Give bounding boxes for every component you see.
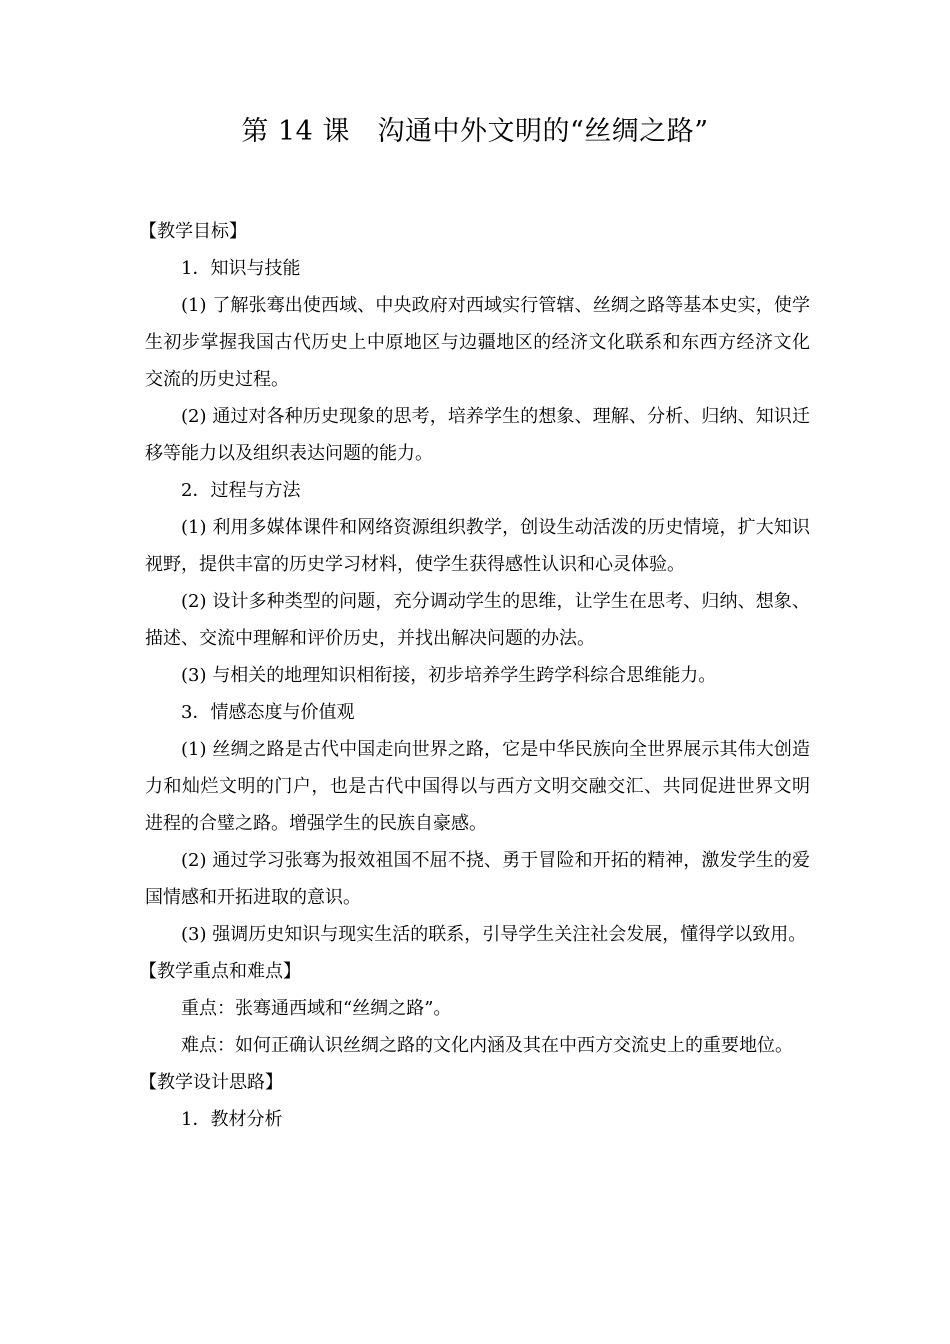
paragraph-emotion-1: (1) 丝绸之路是古代中国走向世界之路，它是中华民族向全世界展示其伟大创造力和灿烂文明的门户，也是古代中国得以与西方文明交融交汇、共同促进世界文明进程的合璧之路。增强学生的民族自豪感。 [145, 739, 810, 834]
paragraph-emotion-2: (2) 通过学习张骞为报效祖国不屈不挠、勇于冒险和开拓的精神，激发学生的爱国情感和开拓进取的意识。 [145, 850, 810, 908]
section-heading-keypoints: 【教学重点和难点】 [139, 961, 301, 982]
subheading-textbook-analysis: 1．教材分析 [181, 1109, 283, 1130]
document-body [139, 213, 810, 1138]
paragraph-emotion-3: (3) 强调历史知识与现实生活的联系，引导学生关注社会发展，懂得学以致用。 [181, 924, 807, 945]
paragraph-process-3: (3) 与相关的地理知识相衔接，初步培养学生跨学科综合思维能力。 [181, 665, 717, 686]
paragraph-knowledge-2: (2) 通过对各种历史现象的思考，培养学生的想象、理解、分析、归纳、知识迁移等能力以及组织表达问题的能力。 [145, 406, 810, 464]
paragraph-process-2: (2) 设计多种类型的问题，充分调动学生的思维，让学生在思考、归纳、想象、描述、交流中理解和评价历史，并找出解决问题的办法。 [145, 591, 810, 649]
paragraph-knowledge-1: (1) 了解张骞出使西域、中央政府对西域实行管辖、丝绸之路等基本史实，使学生初步掌握我国古代历史上中原地区与边疆地区的经济文化联系和东西方经济文化交流的历史过程。 [145, 295, 810, 390]
section-heading-goals: 【教学目标】 [139, 221, 247, 242]
paragraph-difficulty: 难点：如何正确认识丝绸之路的文化内涵及其在中西方交流史上的重要地位。 [181, 1035, 793, 1056]
subheading-knowledge-skills: 1．知识与技能 [181, 258, 301, 279]
subheading-process-methods: 2．过程与方法 [181, 480, 301, 501]
section-heading-design: 【教学设计思路】 [139, 1072, 283, 1093]
paragraph-keypoint: 重点：张骞通西域和“丝绸之路”。 [181, 998, 452, 1019]
lesson-title: 第 14 课 沟通中外文明的“丝绸之路” [241, 116, 709, 147]
subheading-emotion-values: 3．情感态度与价值观 [181, 702, 355, 723]
paragraph-process-1: (1) 利用多媒体课件和网络资源组织教学，创设生动活泼的历史情境，扩大知识视野，提供丰富的历史学习材料，使学生获得感性认识和心灵体验。 [145, 517, 810, 575]
